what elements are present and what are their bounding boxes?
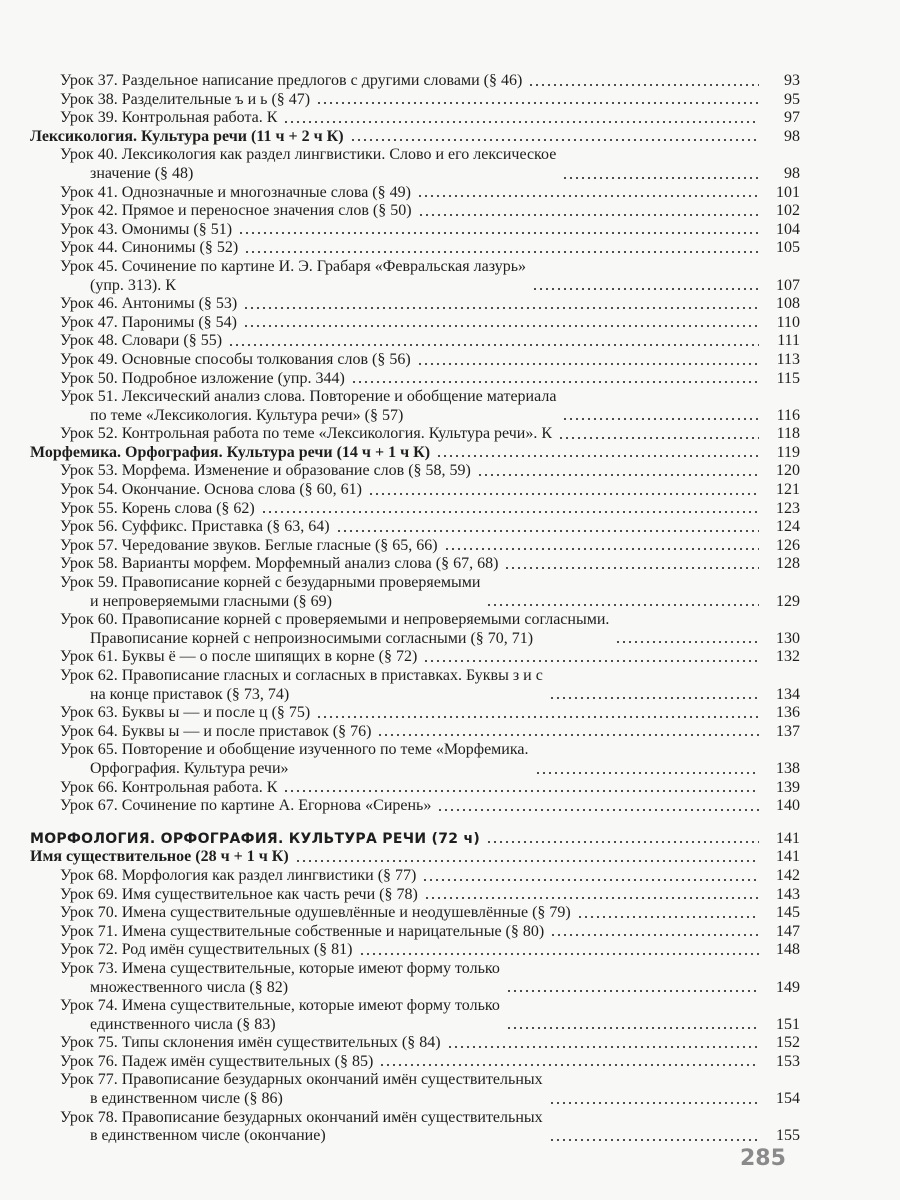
toc-entry-title xyxy=(30,370,345,389)
toc-entry-continuation: множественного числа (§ 82) xyxy=(90,978,289,996)
toc-entry-title xyxy=(30,648,417,667)
toc-page-number: 139 xyxy=(776,778,800,796)
toc-lesson-entry xyxy=(30,723,800,742)
toc-page-number: 142 xyxy=(776,866,800,884)
dot-leader xyxy=(436,445,759,459)
dot-leader xyxy=(444,538,759,552)
toc-section-heading xyxy=(30,848,800,867)
toc-entry-line: Урок 77. Правописание безударных окончаний имён существительных xyxy=(60,1071,543,1089)
toc-entry-line: Урок 65. Повторение и обобщение изученного по теме «Морфемика. xyxy=(60,741,529,759)
toc-entry-title xyxy=(30,481,362,500)
toc-lesson-entry xyxy=(30,923,800,942)
toc-entry-title xyxy=(30,462,471,481)
toc-page-number: 126 xyxy=(776,536,800,554)
table-of-contents xyxy=(30,72,800,1146)
toc-lesson-entry xyxy=(30,295,800,314)
toc-entry-line: Урок 39. Контрольная работа. К xyxy=(60,109,278,127)
toc-entry-title xyxy=(30,574,480,611)
toc-entry-title xyxy=(30,351,411,370)
toc-page-number: 118 xyxy=(776,425,800,443)
dot-leader xyxy=(615,631,759,645)
dot-leader xyxy=(368,483,759,497)
dot-leader xyxy=(316,706,759,720)
toc-page-number: 111 xyxy=(777,332,800,350)
toc-entry-line: Урок 63. Буквы ы — и после ц (§ 75) xyxy=(60,704,311,722)
toc-entry-title xyxy=(30,704,310,723)
toc-entry-title xyxy=(30,295,237,314)
toc-lesson-entry xyxy=(30,797,800,816)
toc-lesson-entry xyxy=(30,611,800,648)
toc-entry-continuation: единственного числа (§ 83) xyxy=(90,1015,276,1033)
toc-page-number: 97 xyxy=(784,109,800,127)
toc-page-number: 141 xyxy=(776,848,800,866)
dot-leader xyxy=(535,762,760,776)
toc-page-number: 98 xyxy=(784,127,800,145)
dot-leader xyxy=(549,1092,759,1106)
toc-lesson-entry xyxy=(30,574,800,611)
toc-entry-continuation: на конце приставок (§ 73, 74) xyxy=(90,685,290,703)
dot-leader xyxy=(359,943,760,957)
dot-leader xyxy=(506,1017,759,1031)
toc-lesson-entry xyxy=(30,500,800,519)
dot-leader xyxy=(244,241,759,255)
toc-section-heading xyxy=(30,128,800,147)
toc-page-number: 101 xyxy=(776,183,800,201)
dot-leader xyxy=(417,353,759,367)
toc-entry-line: Урок 47. Паронимы (§ 54) xyxy=(60,313,238,331)
dot-leader xyxy=(562,167,759,181)
dot-leader xyxy=(558,427,759,441)
toc-lesson-entry xyxy=(30,425,800,444)
toc-entry-title xyxy=(30,941,353,960)
toc-entry-line: Урок 64. Буквы ы — и после приставок (§ 76) xyxy=(60,722,372,740)
toc-entry-title xyxy=(30,555,498,574)
toc-entry-line: Урок 66. Контрольная работа. К xyxy=(60,778,278,796)
toc-lesson-entry xyxy=(30,351,800,370)
toc-entry-title xyxy=(30,258,526,295)
toc-entry-title xyxy=(30,518,330,537)
toc-entry-line: Урок 43. Омонимы (§ 51) xyxy=(60,220,233,238)
toc-entry-line: Урок 50. Подробное изложение (упр. 344) xyxy=(60,369,345,387)
toc-entry-title xyxy=(30,923,544,942)
toc-page-number: 137 xyxy=(776,722,800,740)
toc-entry-title xyxy=(30,91,310,110)
toc-entry-continuation: по теме «Лексикология. Культура речи» (§ 57) xyxy=(90,406,404,424)
dot-leader xyxy=(316,92,759,106)
toc-entry-continuation: Правописание корней с непроизносимыми согласными (§ 70, 71) xyxy=(90,629,534,647)
dot-leader xyxy=(238,222,759,236)
toc-lesson-entry xyxy=(30,258,800,295)
dot-leader xyxy=(528,74,759,88)
toc-entry-line: Урок 42. Прямое и переносное значения слов (§ 50) xyxy=(60,202,412,220)
toc-page-number: 153 xyxy=(776,1052,800,1070)
toc-entry-title xyxy=(30,1109,543,1146)
page-number: 285 xyxy=(740,1146,786,1171)
toc-entry-line: Морфемика. Орфография. Культура речи (14 ч + 1 ч К) xyxy=(30,443,431,461)
toc-entry-continuation: и непроверяемыми гласными (§ 69) xyxy=(90,592,332,610)
toc-entry-title xyxy=(30,221,232,240)
toc-part-heading xyxy=(30,830,800,849)
dot-leader xyxy=(477,464,759,478)
toc-entry-line: Урок 78. Правописание безударных окончаний имён существительных xyxy=(60,1108,543,1126)
toc-entry-title xyxy=(30,886,418,905)
toc-entry-line: Урок 73. Имена существительные, которые имеют форму только xyxy=(60,959,500,977)
toc-lesson-entry xyxy=(30,462,800,481)
toc-entry-title xyxy=(30,830,480,849)
toc-entry-title xyxy=(30,867,416,886)
toc-entry-line: Имя существительное (28 ч + 1 ч К) xyxy=(30,848,289,866)
dot-leader xyxy=(422,869,759,883)
toc-lesson-entry xyxy=(30,741,800,778)
dot-leader xyxy=(549,1129,759,1143)
dot-leader xyxy=(424,887,759,901)
toc-entry-continuation: Орфография. Культура речи» xyxy=(90,759,289,777)
toc-page-number: 93 xyxy=(784,72,800,89)
toc-entry-title xyxy=(30,72,522,91)
toc-entry-line: Урок 57. Чередование звуков. Беглые гласные (§ 65, 66) xyxy=(60,536,438,554)
toc-entry-line: Урок 37. Раздельное написание предлогов с другими словами (§ 46) xyxy=(60,72,523,89)
toc-entry-title xyxy=(30,109,277,128)
toc-page-number: 145 xyxy=(776,904,800,922)
dot-leader xyxy=(351,371,759,385)
dot-leader xyxy=(417,185,759,199)
dot-leader xyxy=(336,520,759,534)
dot-leader xyxy=(447,1036,759,1050)
toc-entry-title xyxy=(30,332,222,351)
toc-page-number: 143 xyxy=(776,885,800,903)
toc-entry-line: Урок 60. Правописание корней с проверяемыми и непроверяемыми согласными. xyxy=(60,611,610,629)
toc-lesson-entry xyxy=(30,481,800,500)
toc-entry-line: Урок 61. Буквы ё — о после шипящих в корне (§ 72) xyxy=(60,648,418,666)
toc-lesson-entry xyxy=(30,555,800,574)
dot-leader xyxy=(350,129,759,143)
toc-lesson-entry xyxy=(30,997,800,1034)
dot-leader xyxy=(283,780,759,794)
toc-page-number: 124 xyxy=(776,518,800,536)
toc-page-number: 128 xyxy=(776,555,800,573)
toc-entry-line: Урок 53. Морфема. Изменение и образование слов (§ 58, 59) xyxy=(60,462,471,480)
toc-entry-title xyxy=(30,444,430,463)
dot-leader xyxy=(550,924,759,938)
dot-leader xyxy=(423,650,759,664)
toc-entry-continuation: в единственном числе (окончание) xyxy=(90,1127,326,1145)
toc-lesson-entry xyxy=(30,779,800,798)
toc-page-number: 105 xyxy=(776,239,800,257)
toc-page-number: 108 xyxy=(776,295,800,313)
toc-entry-line: Урок 62. Правописание гласных и согласных в приставках. Буквы з и с xyxy=(60,667,543,684)
toc-lesson-entry xyxy=(30,704,800,723)
toc-page-number: 140 xyxy=(776,797,800,815)
toc-page-number: 116 xyxy=(776,406,800,424)
toc-page-number: 136 xyxy=(776,704,800,722)
toc-entry-title xyxy=(30,904,571,923)
toc-entry-line: Урок 45. Сочинение по картине И. Э. Грабаря «Февральская лазурь» xyxy=(60,257,526,275)
toc-entry-line: Урок 46. Антонимы (§ 53) xyxy=(60,295,238,313)
toc-page-number: 119 xyxy=(776,443,800,461)
toc-page-number: 110 xyxy=(776,313,800,331)
toc-entry-title xyxy=(30,146,556,183)
toc-entry-line: МОРФОЛОГИЯ. ОРФОГРАФИЯ. КУЛЬТУРА РЕЧИ (72 ч) xyxy=(30,830,481,847)
toc-lesson-entry xyxy=(30,537,800,556)
toc-entry-line: Урок 41. Однозначные и многозначные слова (§ 49) xyxy=(60,183,411,201)
toc-entry-line: Урок 52. Контрольная работа по теме «Лексикология. Культура речи». К xyxy=(60,425,553,443)
toc-page-number: 130 xyxy=(776,629,800,647)
toc-lesson-entry xyxy=(30,72,800,91)
toc-entry-title xyxy=(30,723,371,742)
dot-leader xyxy=(379,1054,759,1068)
toc-entry-line: Урок 72. Род имён существительных (§ 81) xyxy=(60,941,353,959)
toc-page-number: 152 xyxy=(776,1034,800,1052)
toc-entry-title xyxy=(30,425,552,444)
toc-entry-title xyxy=(30,1034,441,1053)
toc-entry-line: Урок 67. Сочинение по картине А. Егорнова «Сирень» xyxy=(60,797,432,815)
dot-leader xyxy=(486,831,759,845)
toc-page-number: 155 xyxy=(776,1127,800,1145)
toc-entry-line: Урок 74. Имена существительные, которые имеют форму только xyxy=(60,997,500,1015)
toc-entry-title xyxy=(30,202,412,221)
toc-entry-continuation: в единственном числе (§ 86) xyxy=(90,1090,283,1108)
toc-lesson-entry xyxy=(30,518,800,537)
toc-page-number: 104 xyxy=(776,220,800,238)
dot-leader xyxy=(261,501,759,515)
toc-entry-title xyxy=(30,741,529,778)
toc-page-number: 120 xyxy=(776,462,800,480)
dot-leader xyxy=(549,687,759,701)
dot-leader xyxy=(504,557,759,571)
toc-entry-line: Урок 54. Окончание. Основа слова (§ 60, 61) xyxy=(60,481,362,499)
toc-entry-line: Урок 68. Морфология как раздел лингвистики (§ 77) xyxy=(60,866,417,884)
toc-lesson-entry xyxy=(30,370,800,389)
dot-leader xyxy=(506,980,759,994)
toc-page-number: 138 xyxy=(776,759,800,777)
toc-entry-line: Урок 71. Имена существительные собственные и нарицательные (§ 80) xyxy=(60,922,545,940)
dot-leader xyxy=(243,315,759,329)
toc-entry-title xyxy=(30,611,609,648)
dot-leader xyxy=(532,278,759,292)
toc-page-number: 113 xyxy=(776,350,800,368)
toc-lesson-entry xyxy=(30,388,800,425)
dot-leader xyxy=(437,799,759,813)
dot-leader xyxy=(486,594,759,608)
toc-entry-title xyxy=(30,128,344,147)
toc-lesson-entry xyxy=(30,867,800,886)
toc-lesson-entry xyxy=(30,146,800,183)
toc-entry-continuation: (упр. 313). К xyxy=(90,276,176,294)
toc-page-number: 147 xyxy=(776,922,800,940)
toc-entry-line: Урок 44. Синонимы (§ 52) xyxy=(60,239,239,257)
dot-leader xyxy=(228,334,759,348)
toc-entry-title xyxy=(30,500,255,519)
toc-lesson-entry xyxy=(30,184,800,203)
toc-lesson-entry xyxy=(30,239,800,258)
toc-entry-title xyxy=(30,848,289,867)
toc-lesson-entry xyxy=(30,109,800,128)
toc-entry-line: Урок 70. Имена существительные одушевлённые и неодушевлённые (§ 79) xyxy=(60,904,571,922)
toc-entry-line: Урок 76. Падеж имён существительных (§ 85) xyxy=(60,1052,374,1070)
toc-entry-title xyxy=(30,797,431,816)
toc-page-number: 129 xyxy=(776,592,800,610)
toc-entry-line: Урок 56. Суффикс. Приставка (§ 63, 64) xyxy=(60,518,330,536)
toc-lesson-entry xyxy=(30,314,800,333)
toc-lesson-entry xyxy=(30,648,800,667)
dot-leader xyxy=(283,111,759,125)
toc-entry-title xyxy=(30,239,238,258)
dot-leader xyxy=(418,204,759,218)
toc-page-number: 115 xyxy=(776,369,800,387)
toc-page-number: 98 xyxy=(784,164,800,182)
toc-lesson-entry xyxy=(30,221,800,240)
toc-entry-line: Урок 38. Разделительные ъ и ь (§ 47) xyxy=(60,90,311,108)
toc-lesson-entry xyxy=(30,1034,800,1053)
toc-lesson-entry xyxy=(30,960,800,997)
toc-entry-continuation: значение (§ 48) xyxy=(90,164,194,182)
toc-lesson-entry xyxy=(30,91,800,110)
toc-entry-title xyxy=(30,960,500,997)
dot-leader xyxy=(295,850,759,864)
toc-entry-title xyxy=(30,184,411,203)
toc-lesson-entry xyxy=(30,1053,800,1072)
toc-section-heading xyxy=(30,444,800,463)
toc-lesson-entry xyxy=(30,886,800,905)
toc-entry-title xyxy=(30,997,500,1034)
toc-page-number: 141 xyxy=(776,829,800,847)
toc-page-number: 121 xyxy=(776,481,800,499)
toc-entry-line: Урок 69. Имя существительное как часть речи (§ 78) xyxy=(60,885,418,903)
toc-entry-line: Урок 51. Лексический анализ слова. Повторение и обобщение материала xyxy=(60,388,557,406)
toc-entry-line: Урок 48. Словари (§ 55) xyxy=(60,332,223,350)
toc-entry-line: Урок 40. Лексикология как раздел лингвистики. Слово и его лексическое xyxy=(60,146,557,164)
toc-entry-title xyxy=(30,667,543,704)
toc-entry-line: Урок 49. Основные способы толкования слов (§ 56) xyxy=(60,350,411,368)
toc-entry-title xyxy=(30,388,556,425)
toc-lesson-entry xyxy=(30,667,800,704)
toc-entry-line: Лексикология. Культура речи (11 ч + 2 ч К) xyxy=(30,127,344,145)
dot-leader xyxy=(577,906,759,920)
toc-entry-title xyxy=(30,314,237,333)
toc-page-number: 132 xyxy=(776,648,800,666)
toc-page-number: 95 xyxy=(784,90,800,108)
toc-page-number: 107 xyxy=(776,276,800,294)
toc-lesson-entry xyxy=(30,1109,800,1146)
toc-lesson-entry xyxy=(30,941,800,960)
toc-page-number: 149 xyxy=(776,978,800,996)
toc-page-number: 102 xyxy=(776,202,800,220)
toc-entry-title xyxy=(30,537,438,556)
toc-entry-line: Урок 75. Типы склонения имён существительных (§ 84) xyxy=(60,1034,441,1052)
dot-leader xyxy=(243,297,759,311)
toc-page-number: 148 xyxy=(776,941,800,959)
toc-page-number: 154 xyxy=(776,1090,800,1108)
toc-page-number: 123 xyxy=(776,499,800,517)
toc-lesson-entry xyxy=(30,1071,800,1108)
toc-entry-title xyxy=(30,1053,373,1072)
toc-lesson-entry xyxy=(30,904,800,923)
toc-page-number: 134 xyxy=(776,685,800,703)
toc-entry-line: Урок 58. Варианты морфем. Морфемный анализ слова (§ 67, 68) xyxy=(60,555,499,573)
toc-page-number: 151 xyxy=(776,1015,800,1033)
toc-entry-line: Урок 59. Правописание корней с безударными проверяемыми xyxy=(60,574,481,592)
dot-leader xyxy=(562,408,759,422)
toc-entry-title xyxy=(30,1071,543,1108)
toc-entry-title xyxy=(30,779,277,798)
dot-leader xyxy=(377,724,759,738)
toc-entry-line: Урок 55. Корень слова (§ 62) xyxy=(60,499,255,517)
toc-lesson-entry xyxy=(30,202,800,221)
toc-lesson-entry xyxy=(30,332,800,351)
